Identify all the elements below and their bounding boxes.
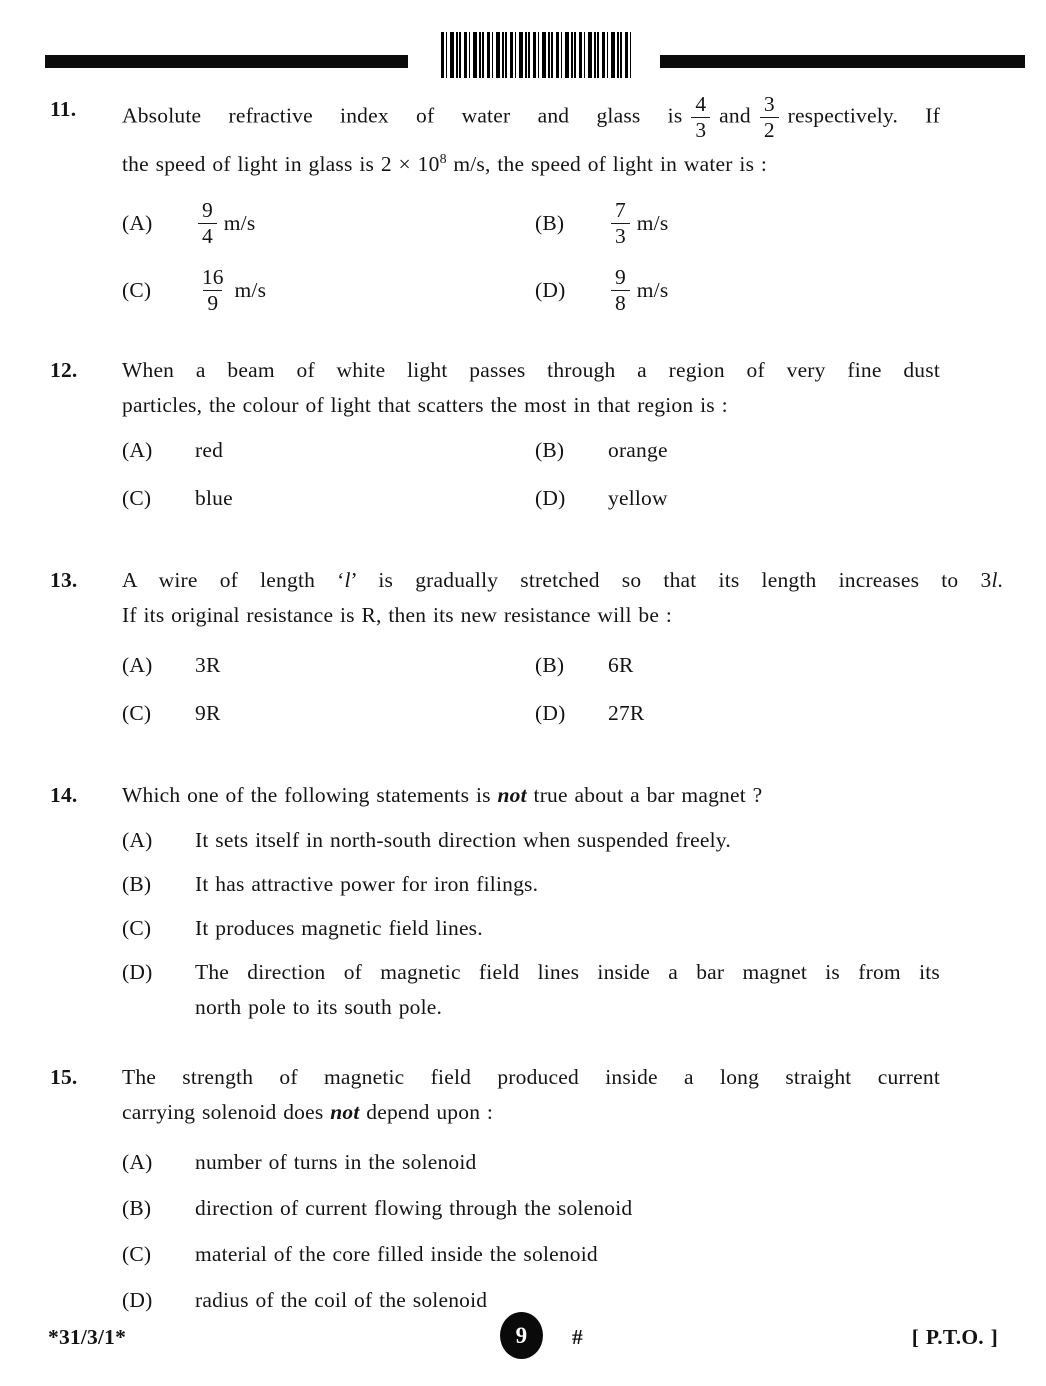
page-footer xyxy=(0,1310,1046,1366)
numerator: 9 xyxy=(202,198,213,222)
option-B xyxy=(122,867,940,902)
options-row xyxy=(122,481,940,516)
option-text xyxy=(195,955,940,1025)
denominator: 8 xyxy=(611,290,630,316)
barcode xyxy=(441,32,631,78)
fraction xyxy=(760,92,779,143)
option-label: (C) xyxy=(122,701,152,725)
options-row xyxy=(122,433,940,468)
fraction xyxy=(611,265,630,316)
option-C xyxy=(122,911,940,946)
option-B xyxy=(122,1191,940,1226)
option-label: (C) xyxy=(122,916,152,940)
questions-area xyxy=(50,92,1003,1327)
numerator: 3 xyxy=(763,92,775,116)
option-label: (D) xyxy=(535,701,566,725)
question-text-line xyxy=(122,778,940,813)
text-segment: respectively. If xyxy=(787,103,940,128)
option-label: (B) xyxy=(535,211,565,235)
question-11 xyxy=(50,92,996,329)
option-unit: m/s xyxy=(234,278,267,302)
option-A xyxy=(122,198,535,249)
numerator: 9 xyxy=(615,265,626,289)
option-label: (B) xyxy=(535,438,565,462)
question-12 xyxy=(50,353,996,529)
option-unit: m/s xyxy=(636,278,669,302)
option-label: (B) xyxy=(535,653,565,677)
option-A xyxy=(122,433,535,468)
option-D xyxy=(535,265,940,316)
denominator: 3 xyxy=(691,117,710,143)
options-row xyxy=(122,265,940,316)
option-label: (A) xyxy=(122,211,153,235)
option-label: (D) xyxy=(535,486,566,510)
option-C xyxy=(122,696,535,731)
text-segment: m/s, the speed of light in water is : xyxy=(446,152,768,176)
option-unit: m/s xyxy=(636,211,669,235)
text-segment: ’ is gradually stretched so that its length increases to 3 xyxy=(350,568,992,592)
option-B xyxy=(535,433,940,468)
option-text: number of turns in the solenoid xyxy=(195,1150,477,1174)
header-rule-left xyxy=(45,55,408,68)
option-text-line: north pole to its south pole. xyxy=(195,995,443,1019)
emphasized-word: not xyxy=(330,1100,360,1124)
option-text: orange xyxy=(608,438,668,462)
option-text: radius of the coil of the solenoid xyxy=(195,1288,488,1312)
header-rule-right xyxy=(660,55,1025,68)
question-text-line xyxy=(122,563,1003,598)
question-text-line xyxy=(122,1095,940,1130)
denominator: 9 xyxy=(203,290,222,316)
question-text-line: particles, the colour of light that scatters the most in that region is : xyxy=(122,393,728,417)
fraction xyxy=(198,198,217,249)
text-segment: the speed of light in glass is 2 × 10 xyxy=(122,152,440,176)
text-segment: depend upon : xyxy=(359,1100,494,1124)
fraction xyxy=(611,198,630,249)
option-B xyxy=(535,198,940,249)
option-label: (A) xyxy=(122,653,153,677)
fraction xyxy=(691,92,710,143)
text-segment: . xyxy=(997,568,1003,592)
superscript-exponent: 8 xyxy=(439,151,447,167)
option-text: blue xyxy=(195,486,233,510)
option-text: It sets itself in north-south direction when suspended freely. xyxy=(195,828,731,852)
option-text: It has attractive power for iron filings. xyxy=(195,872,539,896)
numerator: 4 xyxy=(695,92,707,116)
option-text: 6R xyxy=(608,653,634,677)
option-text: yellow xyxy=(608,486,668,510)
option-label: (A) xyxy=(122,828,153,852)
text-segment: and xyxy=(719,103,751,128)
option-A xyxy=(122,1145,940,1180)
option-label: (A) xyxy=(122,1150,153,1174)
options-row xyxy=(122,198,940,249)
option-text: 27R xyxy=(608,701,645,725)
options-row xyxy=(122,696,940,731)
option-A xyxy=(122,823,940,858)
text-segment: carrying solenoid does xyxy=(122,1100,331,1124)
option-label: (B) xyxy=(122,872,152,896)
italic-variable: l xyxy=(344,568,351,592)
text-segment: Which one of the following statements is xyxy=(122,783,498,807)
text-segment: Absolute refractive index of water and glass is xyxy=(122,103,683,128)
question-text-line xyxy=(122,92,940,143)
option-B xyxy=(535,648,940,683)
option-label: (D) xyxy=(535,278,566,302)
denominator: 4 xyxy=(198,223,217,249)
booklet-code: *31/3/1* xyxy=(48,1325,127,1349)
option-text: It produces magnetic field lines. xyxy=(195,916,483,940)
option-text-line: The direction of magnetic field lines inside a bar magnet is from its xyxy=(195,960,940,984)
option-D xyxy=(122,955,940,1025)
option-label: (C) xyxy=(122,486,152,510)
option-label: (C) xyxy=(122,278,152,302)
option-D xyxy=(535,481,940,516)
question-number: 11. xyxy=(50,97,77,121)
option-C xyxy=(122,265,535,316)
page-header xyxy=(0,30,1046,80)
question-13 xyxy=(50,563,1003,744)
option-label: (D) xyxy=(122,1288,153,1312)
denominator: 3 xyxy=(611,223,630,249)
option-text: material of the core filled inside the solenoid xyxy=(195,1242,598,1266)
page-number-badge xyxy=(500,1312,543,1359)
option-label: (C) xyxy=(122,1242,152,1266)
option-A xyxy=(122,648,535,683)
question-number: 14. xyxy=(50,783,78,807)
question-number: 13. xyxy=(50,568,78,592)
option-text: direction of current flowing through the solenoid xyxy=(195,1196,633,1220)
page-number: 9 xyxy=(515,1323,528,1348)
options-row xyxy=(122,648,940,683)
question-text-line: The strength of magnetic field produced inside a long straight current xyxy=(122,1065,940,1089)
pto-label: [ P.T.O. ] xyxy=(911,1325,998,1349)
italic-variable: l xyxy=(991,568,998,592)
emphasized-word: not xyxy=(497,783,527,807)
option-label: (B) xyxy=(122,1196,152,1220)
question-14 xyxy=(50,778,996,1034)
question-number: 12. xyxy=(50,358,78,382)
fraction xyxy=(198,265,228,316)
option-text: red xyxy=(195,438,224,462)
question-text-line xyxy=(122,147,940,182)
option-label: (D) xyxy=(122,960,153,984)
option-unit: m/s xyxy=(223,211,256,235)
numerator: 7 xyxy=(615,198,626,222)
hash-symbol: # xyxy=(572,1325,583,1349)
option-text: 9R xyxy=(195,701,221,725)
option-D xyxy=(535,696,940,731)
option-C xyxy=(122,481,535,516)
question-15 xyxy=(50,1060,996,1327)
text-segment: A wire of length ‘ xyxy=(122,568,345,592)
option-label: (A) xyxy=(122,438,153,462)
question-number: 15. xyxy=(50,1065,78,1089)
question-text-line: If its original resistance is R, then its new resistance will be : xyxy=(122,603,673,627)
option-C xyxy=(122,1237,940,1272)
option-text: 3R xyxy=(195,653,221,677)
denominator: 2 xyxy=(760,117,779,143)
numerator: 16 xyxy=(202,265,224,289)
question-text-line: When a beam of white light passes through a region of very fine dust xyxy=(122,358,940,382)
text-segment: true about a bar magnet ? xyxy=(526,783,763,807)
